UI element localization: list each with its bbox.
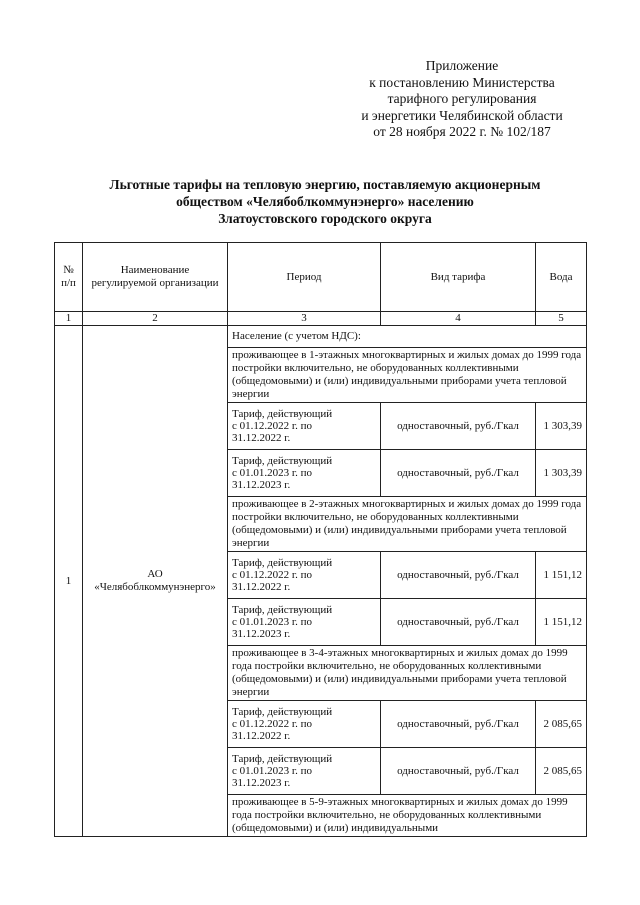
population-label: Население (с учетом НДС): [228,326,587,348]
column-number: 3 [228,312,381,326]
header-period: Период [228,243,381,312]
appendix-line: к постановлению Министерства [369,74,555,90]
tariff-type-cell: одноставочный, руб./Гкал [381,552,536,599]
period-line: с 01.01.2023 г. по [232,467,313,479]
header-tariff-type: Вид тарифа [381,243,536,312]
appendix-line: от 28 ноября 2022 г. № 102/187 [373,124,551,139]
tariff-value-cell: 1 151,12 [536,552,587,599]
appendix-block [352,58,572,141]
tariff-value-cell: 2 085,65 [536,701,587,748]
tariff-type-cell: одноставочный, руб./Гкал [381,701,536,748]
group-description: проживающее в 2-этажных многоквартирных и жилых домах до 1999 года постройки включительно, не оборудованных коллективными (общедомовыми) и (или) индивидуальными приборами учета тепловой энергии [228,497,587,552]
period-line: 31.12.2022 г. [232,730,291,742]
tariff-value-cell: 1 151,12 [536,599,587,646]
appendix-line: тарифного регулирования [387,91,537,106]
period-line: Тариф, действующий [232,557,333,569]
organization-cell [83,326,228,837]
organization-line: АО [147,568,163,580]
period-line: Тариф, действующий [232,706,333,718]
period-cell [228,450,381,497]
column-number: 4 [381,312,536,326]
header-organization: Наименование регулируемой организации [83,243,228,312]
population-row [55,326,587,348]
group-description: проживающее в 5-9-этажных многоквартирных и жилых домах до 1999 года постройки включительно, не оборудованных коллективными (общедомовыми) и (или) индивидуальными [228,795,587,837]
tariff-value-cell: 2 085,65 [536,748,587,795]
period-line: 31.12.2023 г. [232,777,291,789]
document-title [60,176,590,227]
period-line: с 01.12.2022 г. по [232,569,313,581]
period-line: с 01.01.2023 г. по [232,765,313,777]
column-numbers-row [55,312,587,326]
period-line: с 01.01.2023 г. по [232,616,313,628]
column-number: 5 [536,312,587,326]
column-number: 1 [55,312,83,326]
period-line: 31.12.2022 г. [232,432,291,444]
period-line: с 01.12.2022 г. по [232,420,313,432]
tariff-type-cell: одноставочный, руб./Гкал [381,403,536,450]
period-cell [228,748,381,795]
period-line: 31.12.2023 г. [232,479,291,491]
period-cell [228,552,381,599]
header-water: Вода [536,243,587,312]
period-cell [228,701,381,748]
period-line: Тариф, действующий [232,408,333,420]
tariff-type-cell: одноставочный, руб./Гкал [381,450,536,497]
column-number: 2 [83,312,228,326]
appendix-line: и энергетики Челябинской области [361,107,563,123]
tariff-type-cell: одноставочный, руб./Гкал [381,599,536,646]
period-line: Тариф, действующий [232,455,333,467]
title-line: обществом «Челябоблкоммунэнерго» населению [176,194,474,209]
period-line: 31.12.2023 г. [232,628,291,640]
tariff-value-cell: 1 303,39 [536,450,587,497]
title-line: Златоустовского городского округа [218,211,432,226]
tariff-table [54,242,587,837]
group-description: проживающее в 1-этажных многоквартирных и жилых домах до 1999 года постройки включительно, не оборудованных коллективными (общедомовыми) и (или) индивидуальными приборами учета тепловой энергии [228,348,587,403]
period-line: 31.12.2022 г. [232,581,291,593]
period-cell [228,599,381,646]
title-line: Льготные тарифы на тепловую энергию, поставляемую акционерным [109,177,541,192]
organization-line: «Челябоблкоммунэнерго» [94,581,216,593]
appendix-line: Приложение [425,58,499,73]
header-number: № п/п [55,243,83,312]
period-line: Тариф, действующий [232,753,333,765]
period-line: с 01.12.2022 г. по [232,718,313,730]
tariff-type-cell: одноставочный, руб./Гкал [381,748,536,795]
tariff-value-cell: 1 303,39 [536,403,587,450]
group-description: проживающее в 3-4-этажных многоквартирных и жилых домах до 1999 года постройки включительно, не оборудованных коллективными (общедомовыми) и (или) индивидуальными приборами учета тепловой энергии [228,646,587,701]
period-cell [228,403,381,450]
row-number-cell: 1 [55,326,83,837]
period-line: Тариф, действующий [232,604,333,616]
table-header-row [55,243,587,312]
